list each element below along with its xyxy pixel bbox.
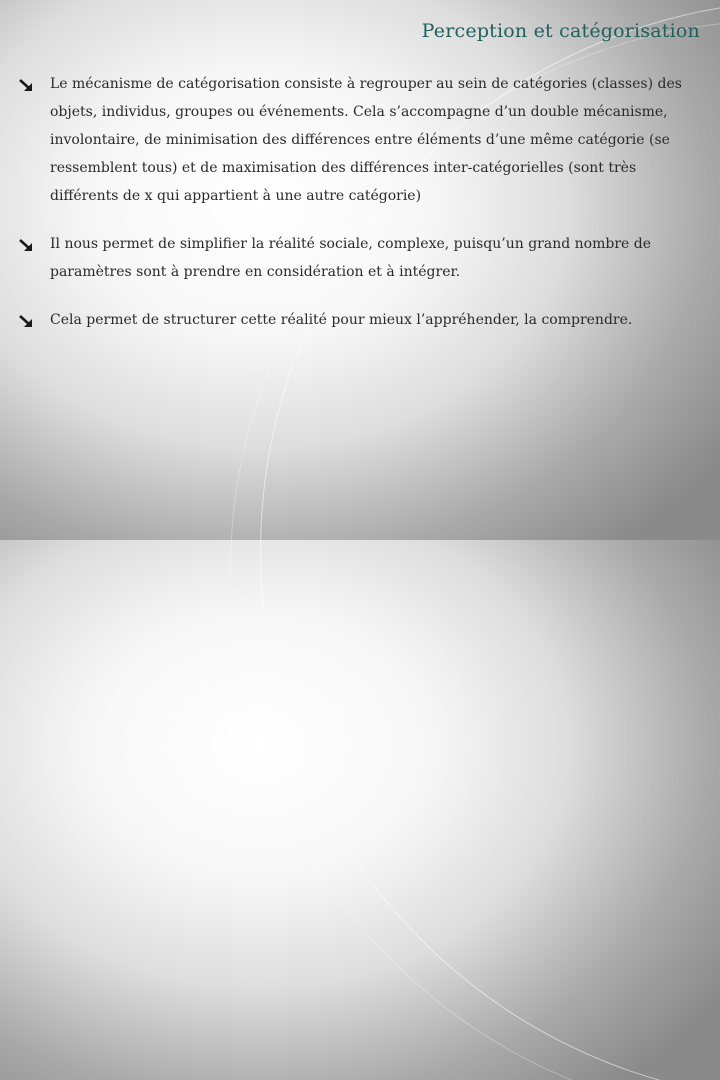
bullet-item [18,230,684,286]
arrow-down-right-icon [18,230,50,252]
bullet-text: Le mécanisme de catégorisation consiste à regrouper au sein de catégories (classes) des objets, individus, groupes ou événements. Cela s’accompagne d’un double mécanisme, involontaire, de minimisation des différences entre éléments d’une même catégorie (se ressemblent tous) et de maximisation des différences inter-catégorielles (sont très différents de x qui appartient à une autre catégorie) [50,76,682,204]
bullet-text: Cela permet de structurer cette réalité pour mieux l’appréhender, la comprendre. [50,312,633,328]
bullet-item [18,70,684,210]
bullet-item [18,306,684,334]
arrow-down-right-icon [18,70,50,92]
bullet-list [18,70,684,354]
bullet-text: Il nous permet de simplifier la réalité sociale, complexe, puisqu’un grand nombre de paramètres sont à prendre en considération et à intégrer. [50,236,651,280]
slide-title: Perception et catégorisation [421,20,700,42]
arrow-down-right-icon [18,306,50,328]
